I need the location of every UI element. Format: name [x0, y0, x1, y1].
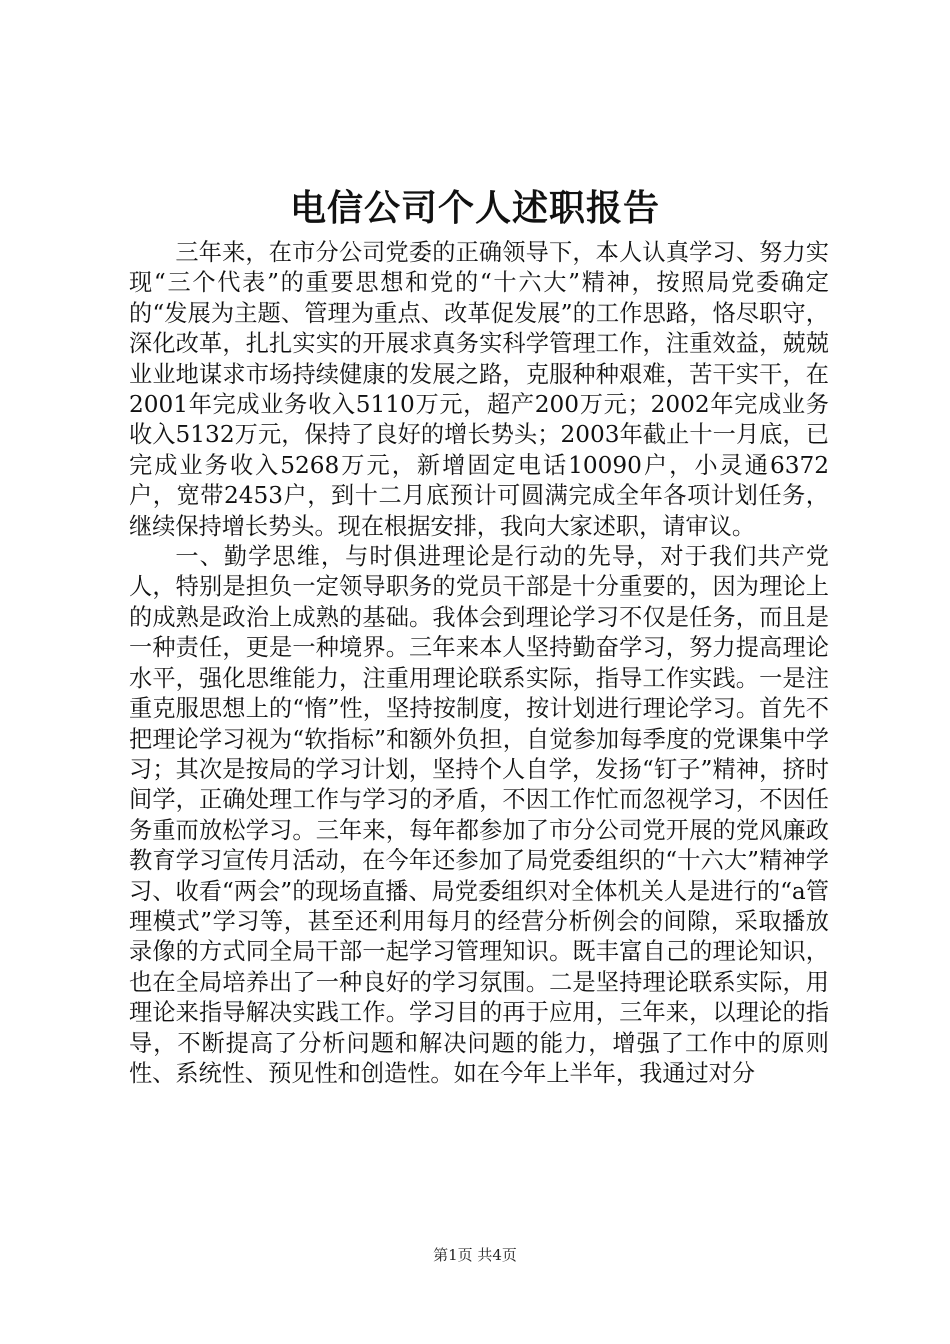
page-footer: 第1页 共4页 [433, 1246, 517, 1264]
paragraph-section-one: 一、勤学思维，与时俱进理论是行动的先导，对于我们共产党人，特别是担负一定领导职务的党员干部是十分重要的，因为理论上的成熟是政治上成熟的基础。我体会到理论学习不仅是任务，而且是一种责任，更是一种境界。三年来本人坚持勤奋学习，努力提高理论水平，强化思维能力，注重用理论联系实际，指导工作实践。一是注重克服思想上的“惰”性，坚持按制度，按计划进行理论学习。首先不把理论学习视为“软指标”和额外负担，自觉参加每季度的党课集中学习；其次是按局的学习计划，坚持个人自学，发扬“钉子”精神，挤时间学，正确处理工作与学习的矛盾，不因工作忙而忽视学习，不因任务重而放松学习。三年来，每年都参加了市分公司党开展的党风廉政教育学习宣传月活动，在今年还参加了局党委组织的“十六大”精神学习、收看“两会”的现场直播、局党委组织对全体机关人是进行的“a管理模式”学习等，甚至还利用每月的经营分析例会的间隙，采取播放录像的方式同全局干部一起学习管理知识。既丰富自己的理论知识，也在全局培养出了一种良好的学习氛围。二是坚持理论联系实际，用理论来指导解决实践工作。学习目的再于应用，三年来，以理论的指导，不断提高了分析问题和解决问题的能力，增强了工作中的原则性、系统性、预见性和创造性。如在今年上半年，我通过对分 [129, 543, 829, 1087]
paragraph-intro: 三年来，在市分公司党委的正确领导下，本人认真学习、努力实现“三个代表”的重要思想和党的“十六大”精神，按照局党委确定的“发展为主题、管理为重点、改革促发展”的工作思路，恪尽职守，深化改革，扎扎实实的开展求真务实科学管理工作，注重效益，兢兢业业地谋求市场持续健康的发展之路，克服种种艰难，苦干实干，在2001年完成业务收入5110万元，超产200万元；2002年完成业务收入5132万元，保持了良好的增长势头；2003年截止十一月底，已完成业务收入5268万元，新增固定电话10090户，小灵通6372户，宽带2453户，到十二月底预计可圆满完成全年各项计划任务，继续保持增长势头。现在根据安排，我向大家述职，请审议。 [129, 239, 829, 540]
document-body [129, 238, 829, 1089]
document-title: 电信公司个人述职报告 [289, 187, 660, 229]
